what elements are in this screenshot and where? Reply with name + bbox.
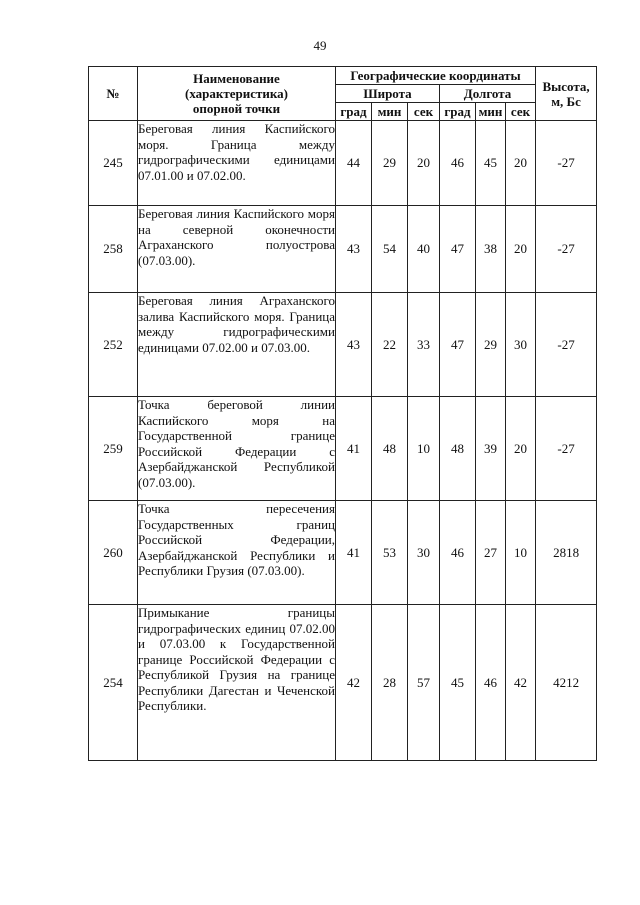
lat-sec: 20: [408, 121, 440, 206]
header-latitude: Широта: [336, 85, 440, 103]
lat-sec: 33: [408, 293, 440, 397]
lon-sec: 20: [506, 121, 536, 206]
row-number: 259: [89, 397, 138, 501]
row-number: 252: [89, 293, 138, 397]
header-lon-deg: град: [440, 103, 476, 121]
lon-deg: 46: [440, 501, 476, 605]
lat-sec: 57: [408, 605, 440, 761]
lon-min: 27: [476, 501, 506, 605]
table-row: [89, 605, 597, 761]
table-row: [89, 397, 597, 501]
lon-sec: 42: [506, 605, 536, 761]
lat-deg: 42: [336, 605, 372, 761]
row-number: 254: [89, 605, 138, 761]
lat-min: 54: [372, 206, 408, 293]
lon-min: 38: [476, 206, 506, 293]
lon-sec: 20: [506, 206, 536, 293]
header-lat-sec: сек: [408, 103, 440, 121]
height-value: -27: [536, 121, 597, 206]
header-longitude: Долгота: [440, 85, 536, 103]
reference-points-table: [88, 66, 597, 761]
height-value: 2818: [536, 501, 597, 605]
lon-deg: 47: [440, 206, 476, 293]
header-lon-sec: сек: [506, 103, 536, 121]
height-value: 4212: [536, 605, 597, 761]
header-name-line: (характеристика): [184, 86, 289, 101]
row-number: 258: [89, 206, 138, 293]
lat-min: 29: [372, 121, 408, 206]
lon-min: 45: [476, 121, 506, 206]
row-description: Береговая линия Каспийского моря. Граница между гидрографическими единицами 07.01.00 и 07.02.00.: [138, 121, 336, 206]
lat-deg: 41: [336, 397, 372, 501]
row-description: Точка береговой линии Каспийского моря на Государственной границе Российской Федерации с Азербайджанской Республикой (07.03.00).: [138, 397, 336, 501]
lat-sec: 30: [408, 501, 440, 605]
header-height-line: м, Бс: [551, 93, 581, 109]
table-row: [89, 501, 597, 605]
row-description: Береговая линия Аграханского залива Каспийского моря. Граница между гидрографическими единицами 07.02.00 и 07.03.00.: [138, 293, 336, 397]
row-description: Точка пересечения Государственных границ Российской Федерации, Азербайджанской Республики и Республики Грузия (07.03.00).: [138, 501, 336, 605]
lon-deg: 46: [440, 121, 476, 206]
header-name-line: опорной точки: [192, 101, 281, 116]
height-value: -27: [536, 293, 597, 397]
row-number: 260: [89, 501, 138, 605]
lat-min: 22: [372, 293, 408, 397]
lat-deg: 43: [336, 206, 372, 293]
lon-deg: 48: [440, 397, 476, 501]
row-description: Береговая линия Каспийского моря на северной оконечности Аграханского полуострова (07.03.00).: [138, 206, 336, 293]
header-height-line: Высота,: [542, 78, 590, 94]
header-name: [138, 67, 336, 121]
lat-deg: 43: [336, 293, 372, 397]
table-row: [89, 293, 597, 397]
lon-sec: 20: [506, 397, 536, 501]
header-height: [536, 67, 597, 121]
table-row: [89, 121, 597, 206]
lon-min: 29: [476, 293, 506, 397]
lon-sec: 30: [506, 293, 536, 397]
page-number: 49: [313, 38, 327, 53]
header-geo-coordinates: Географические координаты: [336, 67, 536, 85]
header-lon-min: мин: [476, 103, 506, 121]
lat-min: 48: [372, 397, 408, 501]
lon-deg: 47: [440, 293, 476, 397]
row-number: 245: [89, 121, 138, 206]
row-description: Примыкание границы гидрографических единиц 07.02.00 и 07.03.00 к Государственной границе Российской Федерации с Республикой Грузия на границе Республики Дагестан и Чеченской Республики.: [138, 605, 336, 761]
lat-deg: 41: [336, 501, 372, 605]
lon-deg: 45: [440, 605, 476, 761]
lat-sec: 40: [408, 206, 440, 293]
lat-sec: 10: [408, 397, 440, 501]
header-name-line: Наименование: [193, 71, 280, 86]
lon-min: 46: [476, 605, 506, 761]
height-value: -27: [536, 206, 597, 293]
lat-deg: 44: [336, 121, 372, 206]
header-lat-min: мин: [372, 103, 408, 121]
lon-sec: 10: [506, 501, 536, 605]
header-num: №: [89, 67, 138, 121]
header-lat-deg: град: [336, 103, 372, 121]
table-row: [89, 206, 597, 293]
height-value: -27: [536, 397, 597, 501]
lat-min: 28: [372, 605, 408, 761]
lat-min: 53: [372, 501, 408, 605]
lon-min: 39: [476, 397, 506, 501]
